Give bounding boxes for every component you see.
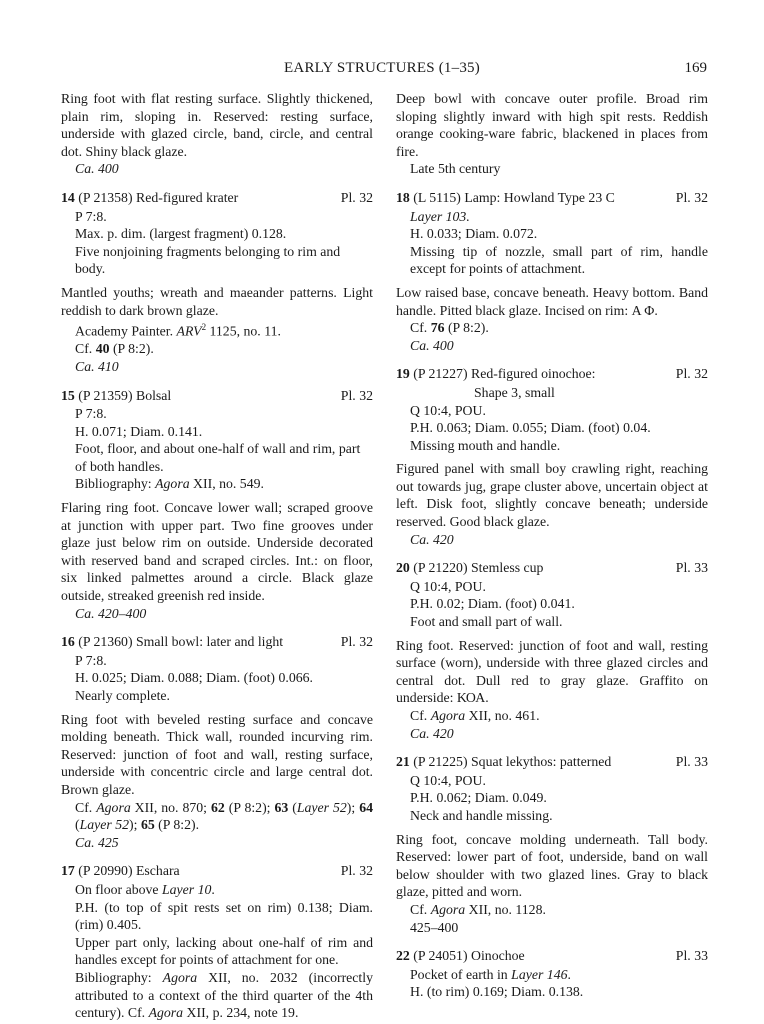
preservation: Five nonjoining fragments belonging to rim and body. (75, 243, 341, 277)
preservation: Missing mouth and handle. (410, 437, 561, 453)
catalogue-entry-18 (396, 189, 708, 354)
intro-date: Late 5th century (410, 161, 501, 177)
entry-number: 14 (61, 189, 75, 205)
plate-reference: Pl. 32 (340, 634, 373, 650)
dimensions: H. 0.025; Diam. 0.088; Diam. (foot) 0.066. (75, 670, 313, 686)
catalogue-entry-19 (396, 365, 708, 548)
date: Ca. 425 (75, 834, 119, 850)
intro-description: Ring foot with flat resting surface. Slightly thickened, plain rim, sloping in. Reserved: resting surface, underside with glazed circle, band, circle, and central dot. Shiny black glaze. (61, 91, 373, 159)
findspot: On floor above Layer 10. (75, 881, 215, 897)
catalogue-entry-16 (61, 633, 373, 851)
date: Ca. 420 (410, 531, 454, 547)
entry-number: 16 (61, 634, 75, 650)
entry-number: 22 (396, 948, 410, 964)
entry-number: 19 (396, 366, 410, 382)
preservation: Missing tip of nozzle, small part of rim, handle except for points of attachment. (410, 243, 708, 277)
inventory-number: (P 21227) (413, 366, 468, 382)
entry-number: 15 (61, 387, 75, 403)
object-name: Red-figured krater (136, 189, 239, 205)
entry-heading (61, 633, 373, 651)
description: Figured panel with small boy crawling right, reaching out towards jug, grape cluster above, uncertain object at left. Disk foot, slightly concave beneath; underside reserved. Good black glaze. (396, 461, 708, 530)
dimensions: P.H. 0.02; Diam. (foot) 0.041. (410, 596, 575, 612)
entry-number: 18 (396, 189, 410, 205)
catalogue-entry-22 (396, 947, 708, 1001)
plate-reference: Pl. 32 (340, 189, 373, 205)
plate-reference: Pl. 33 (675, 754, 708, 770)
plate-reference: Pl. 32 (340, 387, 373, 403)
object-name: Stemless cup (471, 560, 544, 576)
inventory-number: (P 20990) (78, 863, 133, 879)
left-column (61, 90, 373, 1022)
entry-number: 17 (61, 863, 75, 879)
preservation: Nearly complete. (75, 688, 171, 703)
right-column (396, 90, 708, 1001)
catalogue-entry-17 (61, 862, 373, 1021)
findspot: Q 10:4, POU. (410, 578, 486, 594)
dimensions: H. 0.071; Diam. 0.141. (75, 423, 203, 439)
inventory-number: (L 5115) (413, 189, 461, 205)
comparanda: Cf. 76 (P 8:2). (410, 320, 489, 336)
entry-number: 21 (396, 754, 410, 770)
running-header (0, 60, 764, 80)
findspot: Q 10:4, POU. (410, 402, 486, 418)
date: 425–400 (410, 919, 459, 935)
dimensions: H. 0.033; Diam. 0.072. (410, 226, 538, 242)
comparanda: Cf. Agora XII, no. 1128. (410, 901, 546, 917)
findspot: P 7:8. (75, 406, 107, 422)
dimensions: Max. p. dim. (largest fragment) 0.128. (75, 226, 287, 242)
catalogue-entry-15 (61, 387, 373, 623)
object-name: Lamp: Howland Type 23 C (464, 189, 615, 205)
entry-heading (61, 189, 373, 207)
description: Ring foot. Reserved: junction of foot and wall, resting surface (worn), underside with three glazed circles and central dot. Dull red to gray glaze. Graffito on underside: ΚΟΑ. (396, 637, 708, 706)
object-name: Red-figured oinochoe: (471, 366, 596, 382)
entry-heading (396, 559, 708, 577)
inventory-number: (P 21359) (78, 387, 133, 403)
entry-number: 20 (396, 560, 410, 576)
object-name: Small bowl: later and light (136, 634, 284, 650)
date: Ca. 410 (75, 358, 119, 374)
inventory-number: (P 24051) (413, 948, 468, 964)
findspot: Pocket of earth in Layer 146. (410, 966, 571, 982)
entry-heading (396, 189, 708, 207)
dimensions: H. (to rim) 0.169; Diam. 0.138. (410, 984, 584, 1000)
object-name: Bolsal (136, 387, 172, 403)
plate-reference: Pl. 32 (340, 863, 373, 879)
entry-heading (396, 947, 708, 965)
catalogue-entry-20 (396, 559, 708, 742)
comparanda: Cf. 40 (P 8:2). (75, 341, 154, 357)
date: Ca. 400 (410, 337, 454, 353)
entry-heading (396, 365, 708, 383)
preservation: Foot and small part of wall. (410, 614, 563, 630)
description: Flaring ring foot. Concave lower wall; scraped groove at junction with upper part. Two fine grooves under glaze just below rim on outside. Underside decorated with reserved band and scraped circles. Int.: on floor, six linked palmettes around a circle. Black glaze outside, streaked greenish red inside. (61, 500, 373, 604)
findspot: P 7:8. (75, 652, 107, 668)
inventory-number: (P 21220) (413, 560, 468, 576)
description: Low raised base, concave beneath. Heavy bottom. Band handle. Pitted black glaze. Incised on rim: Α Φ. (396, 284, 708, 318)
bibliography: Bibliography: Agora XII, no. 2032 (incorrectly attributed to a context of the third quarter of the 4th century). Cf. Agora XII, p. 234, note 19. (75, 969, 373, 1021)
inventory-number: (P 21360) (78, 634, 133, 650)
intro-description: Deep bowl with concave outer profile. Broad rim sloping slightly inward with high spit rests. Reddish orange cooking-ware fabric, blackened in places from fire. (396, 91, 708, 159)
comparanda: Cf. Agora XII, no. 461. (410, 708, 540, 723)
plate-reference: Pl. 32 (675, 189, 708, 205)
findspot: Q 10:4, POU. (410, 772, 486, 788)
description: Mantled youths; wreath and maeander patterns. Light reddish to dark brown glaze. (61, 284, 373, 318)
dimensions: P.H. (to top of spit rests set on rim) 0.138; Diam. (rim) 0.405. (75, 899, 373, 933)
date: Ca. 420 (410, 725, 454, 741)
catalogue-entry-21 (396, 753, 708, 936)
plate-reference: Pl. 32 (675, 366, 708, 382)
date: Ca. 420–400 (75, 605, 147, 621)
object-name: Squat lekythos: patterned (471, 754, 612, 770)
entry-heading (396, 753, 708, 771)
entry-heading (61, 862, 373, 880)
plate-reference: Pl. 33 (675, 560, 708, 576)
inventory-number: (P 21225) (413, 754, 468, 770)
preservation: Foot, floor, and about one-half of wall and rim, part of both handles. (75, 441, 361, 474)
dimensions: P.H. 0.063; Diam. 0.055; Diam. (foot) 0.04. (410, 420, 651, 436)
dimensions: P.H. 0.062; Diam. 0.049. (410, 790, 547, 806)
catalogue-entry-14 (61, 189, 373, 376)
preservation: Neck and handle missing. (410, 807, 553, 823)
preservation: Upper part only, lacking about one-half of rim and handles except for points of attachment for one. (75, 934, 373, 968)
comparanda: Cf. Agora XII, no. 870; 62 (P 8:2); 63 (Layer 52); 64 (Layer 52); 65 (P 8:2). (75, 799, 373, 833)
plate-reference: Pl. 33 (675, 948, 708, 964)
inventory-number: (P 21358) (78, 189, 133, 205)
findspot: P 7:8. (75, 208, 107, 224)
attribution: Academy Painter. ARV$^2$ 1125, no. 11. (75, 322, 281, 339)
bibliography: Bibliography: Agora XII, no. 549. (75, 476, 264, 492)
intro-date: Ca. 400 (75, 161, 119, 177)
page-number: 169 (684, 60, 707, 76)
entry-heading (61, 387, 373, 405)
object-name: Eschara (136, 863, 180, 879)
findspot: Layer 103. (410, 208, 470, 224)
object-name: Oinochoe (471, 948, 525, 964)
description: Ring foot, concave molding underneath. Tall body. Reserved: lower part of foot, underside, band on wall below shoulder with two glazed lines. Gray to black glaze, pitted and worn. (396, 831, 708, 900)
description: Ring foot with beveled resting surface and concave molding beneath. Thick wall, rounded incurving rim. Reserved: junction of foot and wall, resting surface, underside with concentric circle and large central dot. Brown glaze. (61, 711, 373, 797)
object-name-continued: Shape 3, small (474, 384, 555, 400)
running-title: EARLY STRUCTURES (1–35) (284, 60, 480, 76)
